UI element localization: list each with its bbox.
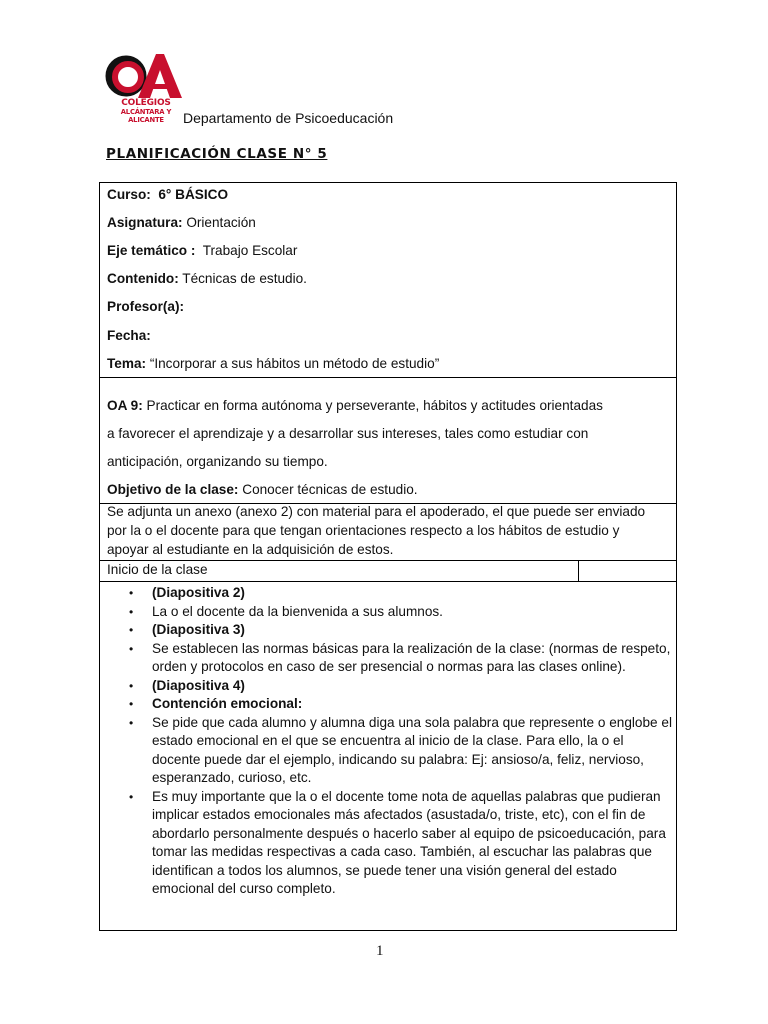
oa-line-3: anticipación, organizando su tiempo. — [107, 454, 328, 469]
list-item — [100, 621, 678, 640]
bullet-icon: • — [129, 697, 134, 711]
objetivo-value: Conocer técnicas de estudio. — [242, 482, 418, 497]
oa-line-1 — [107, 398, 603, 413]
list-item-text: Es muy importante que la o el docente tome nota de aquellas palabras que pudieran implicar estados emocionales más afectados (asustada/o, triste, etc), con el fin de abordarlo personalmente después o hacerlo saber al equipo de psicoeducación, para tomar las medidas respectivas a cada caso. También, al escuchar las palabras que identifican a todos los alumnos, se puede tener una visión general del estado emocional del curso completo. — [152, 788, 666, 896]
column-divider — [578, 561, 579, 581]
curso-label: Curso: — [107, 187, 151, 202]
class-info-cell — [99, 182, 677, 377]
activity-list — [100, 584, 678, 899]
department-label: Departamento de Psicoeducación — [183, 110, 394, 126]
list-item-text: (Diapositiva 4) — [152, 677, 245, 693]
curso-value: 6° BÁSICO — [158, 187, 229, 202]
logo-text-colegios: COLEGIOS — [121, 98, 171, 108]
list-item — [100, 677, 678, 696]
list-item-text: La o el docente da la bienvenida a sus alumnos. — [152, 603, 443, 619]
logo-mark-icon — [104, 52, 188, 100]
page-number: 1 — [376, 943, 384, 959]
list-item — [100, 788, 678, 899]
list-item-text: Se pide que cada alumno y alumna diga una sola palabra que represente o englobe el estado emocional en el que se encuentra al inicio de la clase. Para ello, la o el docente puede dar el ejemplo, indicando su palabra: Ej: ansioso/a, feliz, nervioso, esperanzado, curioso, etc. — [152, 714, 672, 785]
tema-value: “Incorporar a sus hábitos un método de estudio” — [149, 356, 440, 371]
objetivo-label: Objetivo de la clase: — [107, 482, 239, 497]
logo-text-names: ALCÁNTARA Y ALICANTE — [120, 108, 172, 124]
oa-label: OA 9: — [107, 398, 143, 413]
inicio-header-row — [99, 560, 677, 581]
objetivo-row — [107, 482, 418, 497]
inicio-content-cell — [99, 581, 677, 931]
list-item — [100, 714, 678, 788]
list-item — [100, 603, 678, 622]
anexo-line-1: Se adjunta un anexo (anexo 2) con material para el apoderado, el que puede ser enviado — [107, 504, 646, 519]
eje-value: Trabajo Escolar — [202, 243, 298, 258]
list-item-text: Contención emocional: — [152, 696, 303, 711]
bullet-icon: • — [129, 586, 134, 600]
school-logo — [104, 52, 188, 124]
anexo-cell — [99, 503, 677, 560]
bullet-icon: • — [129, 715, 134, 730]
anexo-line-2: por la o el docente para que tengan orientaciones respecto a los hábitos de estudio y — [107, 523, 620, 538]
objective-cell — [99, 377, 677, 503]
eje-label: Eje temático : — [107, 243, 196, 258]
oa-line-2: a favorecer el aprendizaje y a desarrollar sus intereses, tales como estudiar con — [107, 426, 589, 441]
fecha-label: Fecha: — [107, 328, 151, 343]
tema-label: Tema: — [107, 356, 147, 371]
list-item — [100, 584, 678, 603]
list-item-text: (Diapositiva 3) — [152, 622, 245, 637]
contenido-row — [107, 271, 307, 286]
asignatura-label: Asignatura: — [107, 215, 183, 230]
asignatura-value: Orientación — [186, 215, 256, 230]
page-title: PLANIFICACIÓN CLASE N° 5 — [106, 146, 328, 162]
list-item-text: (Diapositiva 2) — [152, 585, 245, 600]
asignatura-row — [107, 215, 256, 230]
list-item-text: Se establecen las normas básicas para la realización de la clase: (normas de respeto, orden y protocolos en caso de ser presencial o normas para las clases online). — [152, 640, 671, 674]
bullet-icon: • — [129, 604, 134, 619]
list-item — [100, 695, 678, 714]
profesor-label: Profesor(a): — [107, 299, 185, 314]
contenido-value: Técnicas de estudio. — [182, 271, 307, 286]
curso-row — [107, 187, 228, 202]
bullet-icon: • — [129, 789, 134, 804]
list-item — [100, 640, 678, 677]
contenido-label: Contenido: — [107, 271, 179, 286]
eje-row — [107, 243, 297, 258]
bullet-icon: • — [129, 623, 134, 637]
bullet-icon: • — [129, 678, 134, 693]
oa-text-1: Practicar en forma autónoma y perseverante, hábitos y actitudes orientadas — [146, 398, 603, 413]
inicio-label: Inicio de la clase — [107, 562, 208, 577]
tema-row — [107, 356, 439, 371]
bullet-icon: • — [129, 641, 134, 656]
anexo-line-3: apoyar al estudiante en la adquisición de estos. — [107, 542, 394, 557]
